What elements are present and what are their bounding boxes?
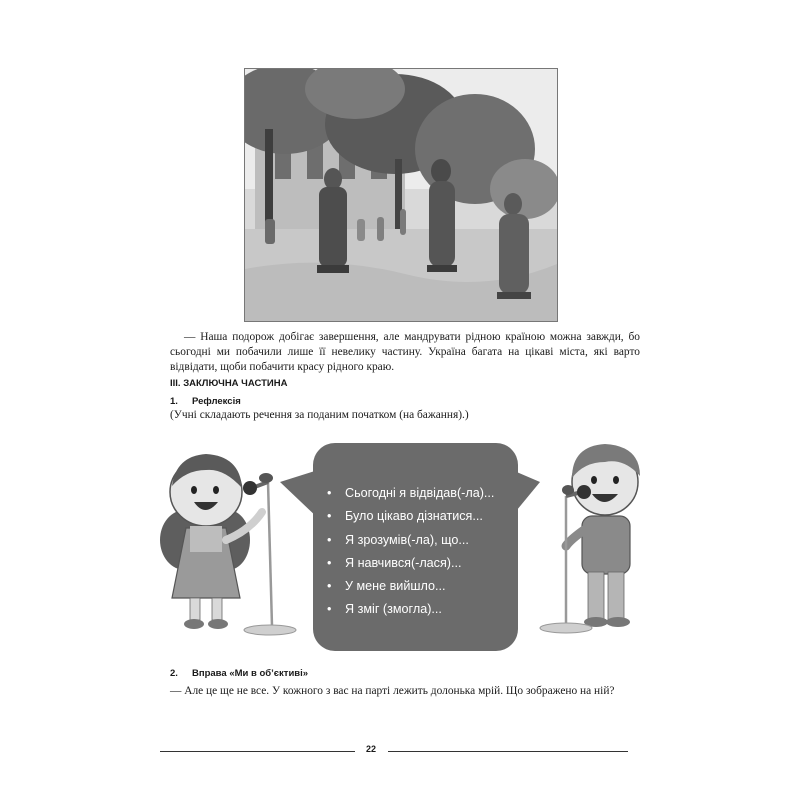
reflection-prompts-list: [313, 443, 518, 617]
item2-title: Вправа «Ми в об’єктиві»: [192, 668, 309, 679]
list-item: • Я зрозумів(-ла), що...: [327, 533, 469, 547]
list-item: • У мене вийшло...: [327, 579, 446, 593]
list-item: • Сьогодні я відвідав(-ла)...: [327, 486, 495, 500]
list-item: • Я навчився(-лася)...: [327, 556, 462, 570]
item1-number: 1.: [170, 396, 178, 407]
item2-paragraph: — Але це ще не все. У кожного з вас на парті лежить долонька мрій. Що зображено на ній?: [170, 685, 615, 697]
list-item: • Я зміг (змогла)...: [327, 602, 442, 616]
girl-illustration: [160, 454, 262, 629]
microphone-left: [243, 473, 296, 635]
boy-illustration: [566, 444, 640, 627]
page-number: 22: [365, 744, 376, 754]
item2-number: 2.: [170, 668, 178, 679]
intro-paragraph: — Наша подорож добігає завершення, але мандрувати рідною країною можна завжди, бо сьогодні ми побачили лише її невелику частину. Україна багата на цікаві міста, які варто відвідати, щоби побачити красу рідного краю.: [170, 331, 640, 373]
reflection-speech-bubble: [313, 443, 518, 651]
footer-rule-right: [388, 751, 628, 752]
section-heading: III. ЗАКЛЮЧНА ЧАСТИНА: [170, 378, 288, 389]
item1-note: (Учні складають речення за поданим початком (на бажання).): [170, 409, 469, 421]
item1-title: Рефлексія: [192, 396, 241, 407]
footer-rule-left: [160, 751, 355, 752]
item2-heading: [170, 668, 308, 679]
list-item: • Було цікаво дізнатися...: [327, 509, 483, 523]
